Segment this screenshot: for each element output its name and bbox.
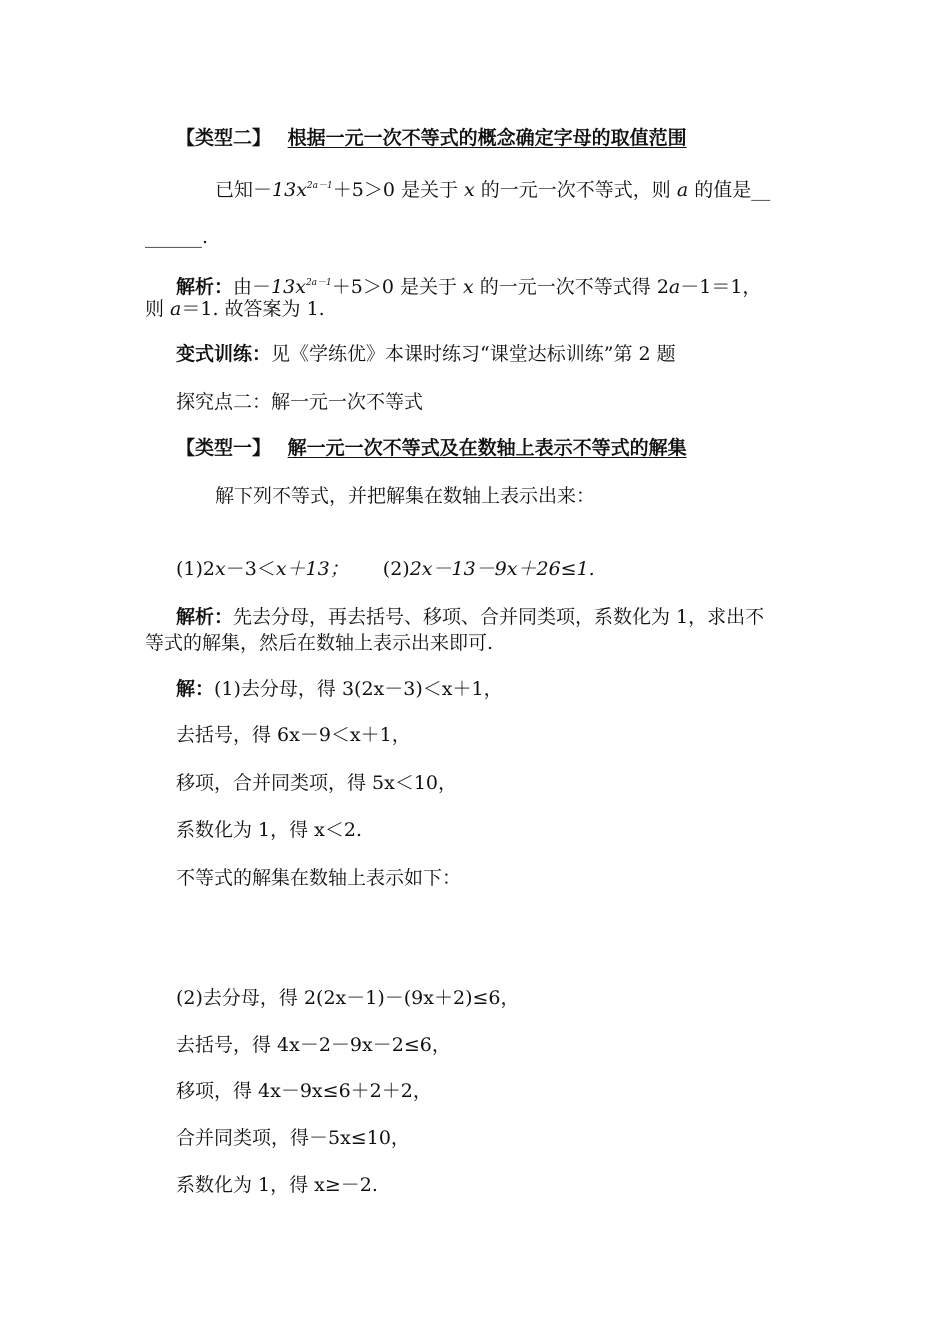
- p2-label: (2): [382, 558, 410, 580]
- type2-title: 根据一元一次不等式的概念确定字母的取值范围: [287, 127, 687, 149]
- p1-var: x: [215, 558, 226, 580]
- solution-step: 去括号，得 6x－9＜x＋1，: [176, 724, 411, 746]
- q-term: 13x: [272, 179, 307, 201]
- a-var: a: [170, 298, 182, 320]
- solution-step: 合并同类项，得－5x≤10，: [176, 1127, 410, 1149]
- solution-step: [176, 676, 503, 702]
- analysis-text: 先去分母，再去括号、移项、合并同类项，系数化为 1，求出不: [233, 606, 765, 628]
- type1-analysis-cont: 等式的解集，然后在数轴上表示出来即可.: [145, 632, 494, 654]
- q-text: 的一元一次不等式，则: [480, 179, 671, 201]
- analysis-label: 解析：: [176, 606, 234, 628]
- solution-step: 系数化为 1，得 x≥－2.: [176, 1174, 378, 1196]
- a-text: 的一元一次不等式得 2: [479, 276, 669, 298]
- p1-text: (1)2: [176, 558, 216, 580]
- type2-analysis-cont: [145, 296, 325, 322]
- type1-analysis: [176, 604, 764, 630]
- explore-point-2: 探究点二：解一元一次不等式: [176, 391, 424, 413]
- solution-text: (1)去分母，得 3(2x－3)＜x＋1，: [214, 678, 503, 700]
- p1-var: x: [275, 558, 287, 580]
- type1-title: 解一元一次不等式及在数轴上表示不等式的解集: [287, 437, 687, 459]
- q-text: 已知－: [215, 179, 273, 201]
- answer-blank: ______.: [145, 226, 209, 248]
- type1-tag: 【类型一】: [176, 437, 272, 459]
- a-exponent: 2a－1: [305, 278, 332, 288]
- a-text: 则: [145, 298, 171, 320]
- p1-text: －3＜: [225, 558, 276, 580]
- solution-step: 移项，得 4x－9x≤6＋2＋2，: [176, 1080, 432, 1102]
- solution-step: (2)去分母，得 2(2x－1)－(9x＋2)≤6，: [176, 987, 520, 1009]
- solution-step: 系数化为 1，得 x＜2.: [176, 819, 363, 841]
- a-var: a: [668, 276, 681, 298]
- a-text: ＋5＞0 是关于: [331, 276, 457, 298]
- q-var: a: [670, 179, 695, 201]
- a-term: 13x: [271, 276, 306, 298]
- p2-expression: 2x－13－9x＋26≤1.: [409, 558, 595, 580]
- type2-tag: 【类型二】: [176, 127, 272, 149]
- p1-text: ＋13；: [286, 558, 349, 580]
- type2-heading: [176, 125, 687, 151]
- a-text: －1＝1，: [680, 276, 762, 298]
- a-text: ＝1. 故答案为 1.: [181, 298, 325, 320]
- solution-step: 不等式的解集在数轴上表示如下：: [176, 867, 462, 889]
- a-text: 由－: [233, 276, 272, 298]
- solution-step: 移项，合并同类项，得 5x＜10，: [176, 772, 458, 794]
- type2-question: [215, 173, 770, 203]
- type1-heading: [176, 435, 687, 461]
- analysis-label: 解析：: [176, 276, 234, 298]
- variant-training: [176, 341, 676, 367]
- a-var: x: [456, 276, 480, 298]
- q-text: ＋5＞0 是关于: [332, 179, 458, 201]
- variant-label: 变式训练：: [176, 343, 272, 365]
- type1-problems: [176, 556, 595, 582]
- q-exponent: 2a－1: [306, 181, 333, 191]
- variant-text: 见《学练优》本课时练习“课堂达标训练”第 2 题: [271, 343, 676, 365]
- q-var: x: [457, 179, 481, 201]
- solution-step: 去括号，得 4x－2－9x－2≤6，: [176, 1034, 451, 1056]
- type1-question: 解下列不等式，并把解集在数轴上表示出来：: [215, 485, 596, 507]
- solution-label: 解：: [176, 678, 215, 700]
- q-text: 的值是__: [694, 179, 771, 201]
